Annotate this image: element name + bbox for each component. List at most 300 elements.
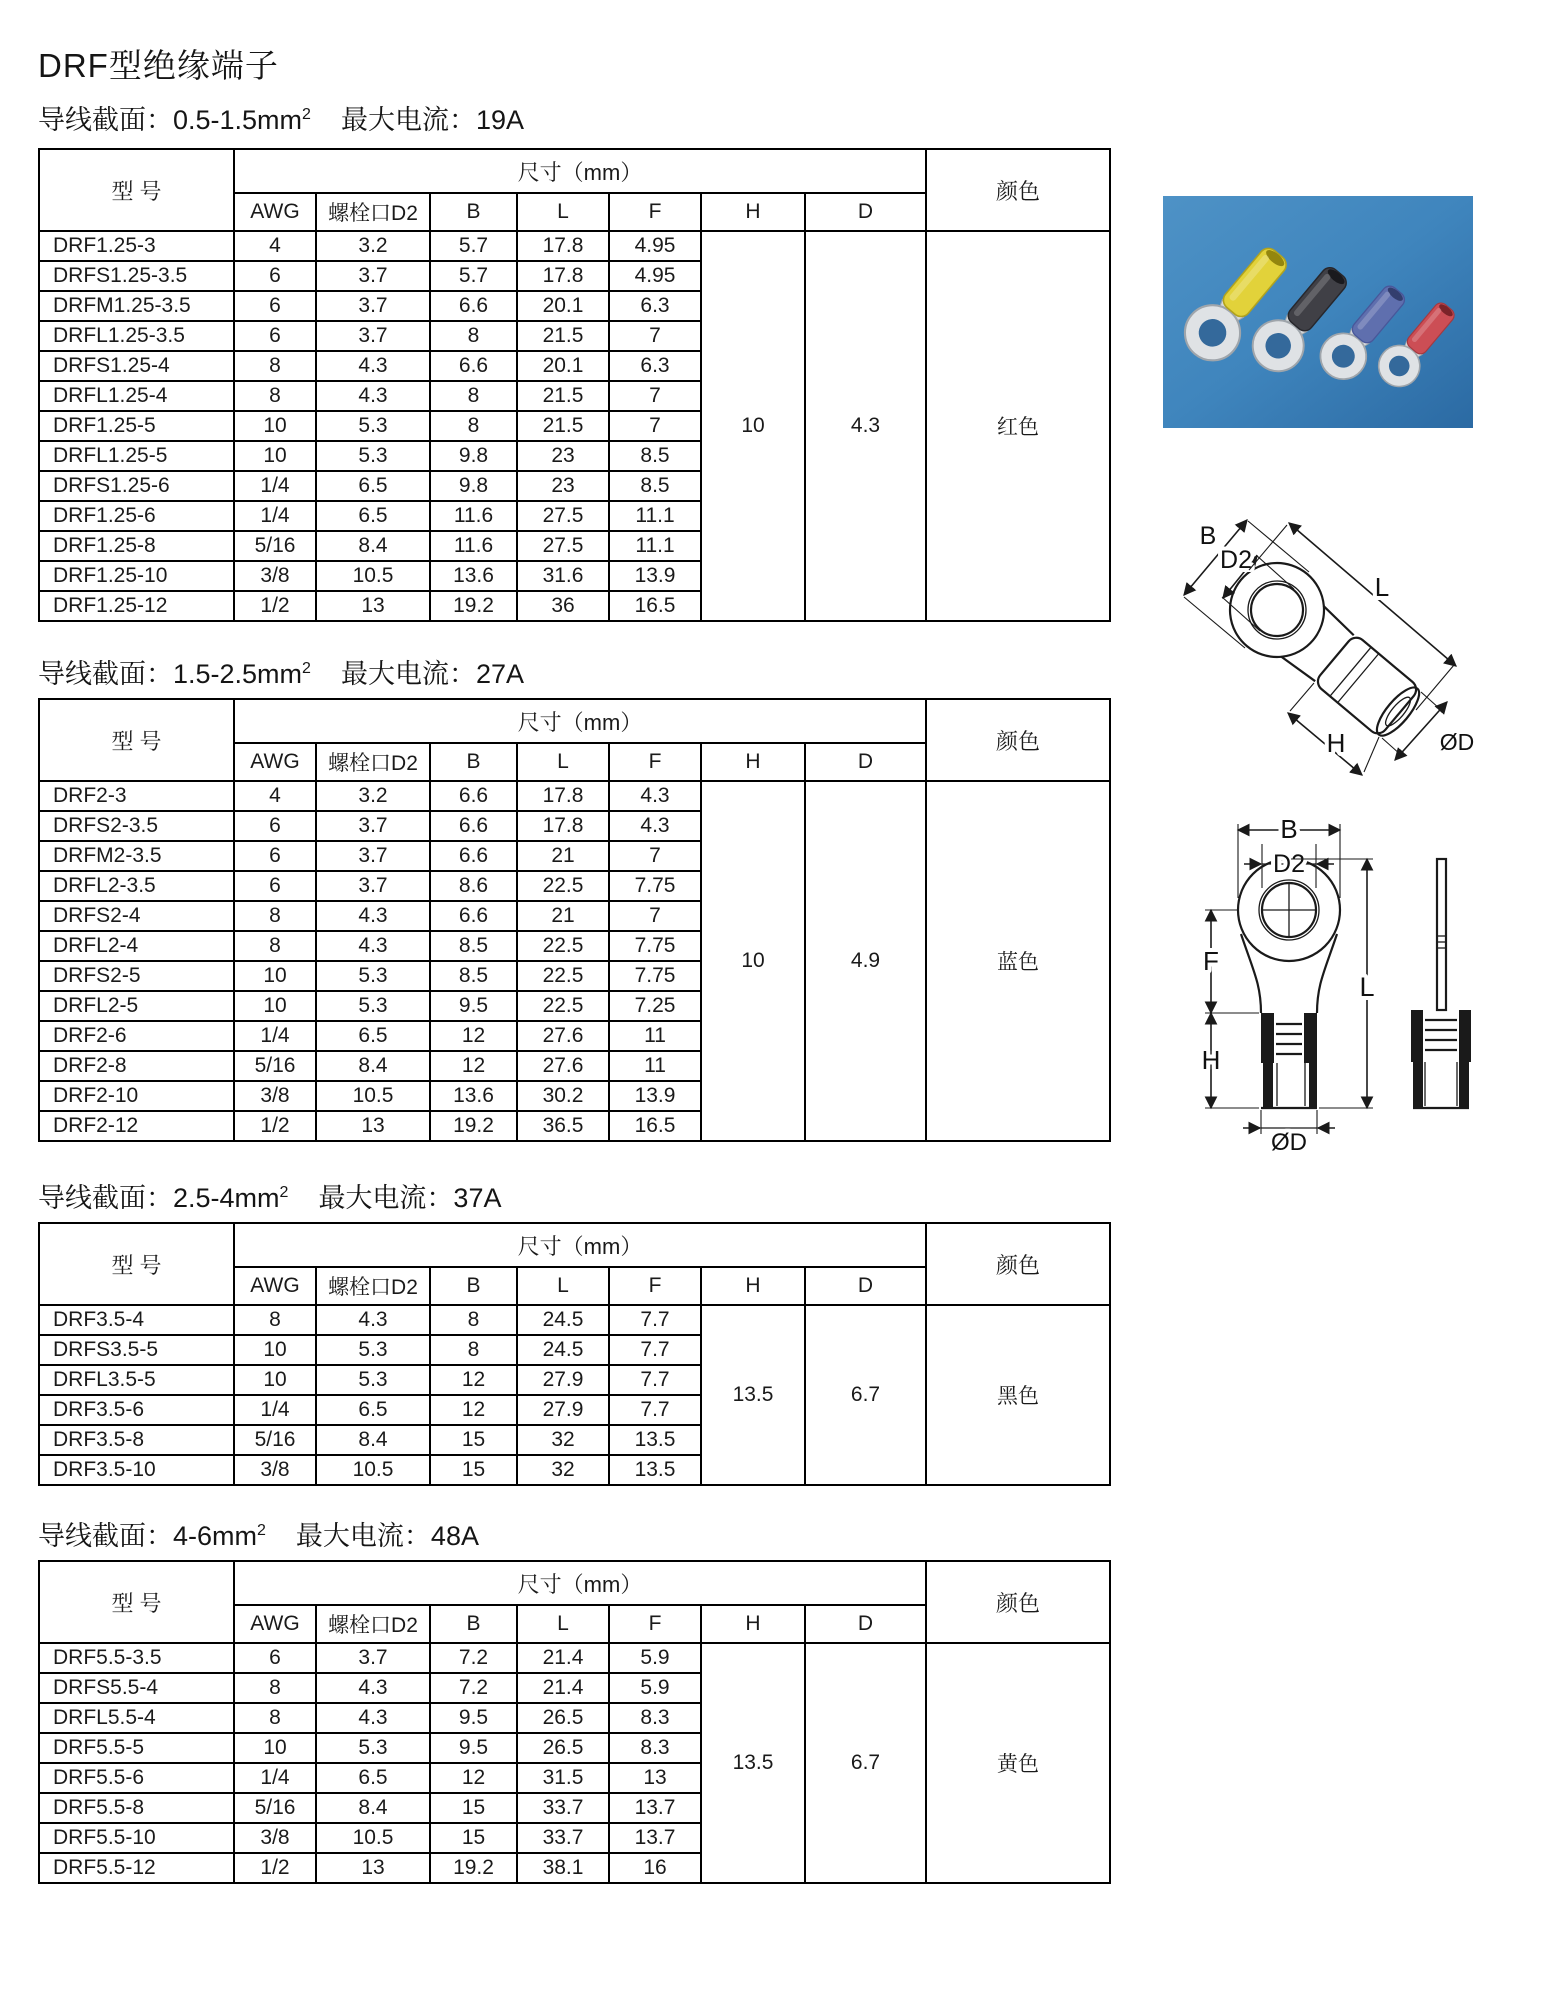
model-cell: DRF5.5-5 xyxy=(39,1733,234,1763)
f-cell: 13.9 xyxy=(609,561,701,591)
l-cell: 36 xyxy=(517,591,609,621)
bolt-d2-cell: 5.3 xyxy=(316,1365,430,1395)
b-cell: 15 xyxy=(430,1793,517,1823)
b-cell: 9.8 xyxy=(430,471,517,501)
awg-cell: 1/4 xyxy=(234,1763,316,1793)
f-cell: 7.7 xyxy=(609,1395,701,1425)
model-cell: DRF2-12 xyxy=(39,1111,234,1141)
bolt-d2-cell: 3.2 xyxy=(316,781,430,811)
spec-table-host-1 xyxy=(38,148,1111,622)
section-heading-3 xyxy=(38,1176,501,1215)
l-header: L xyxy=(517,1605,609,1643)
f-cell: 11.1 xyxy=(609,501,701,531)
bolt-d2-cell: 13 xyxy=(316,1853,430,1883)
model-cell: DRF2-8 xyxy=(39,1051,234,1081)
b-cell: 9.5 xyxy=(430,1733,517,1763)
bolt-d2-cell: 6.5 xyxy=(316,501,430,531)
l-cell: 22.5 xyxy=(517,961,609,991)
model-cell: DRF1.25-10 xyxy=(39,561,234,591)
b-cell: 9.8 xyxy=(430,441,517,471)
max-current-text: 最大电流：27A xyxy=(340,659,524,689)
b-cell: 13.6 xyxy=(430,1081,517,1111)
model-cell: DRF3.5-6 xyxy=(39,1395,234,1425)
h-header: H xyxy=(701,193,805,231)
model-cell: DRFL2-5 xyxy=(39,991,234,1021)
awg-header: AWG xyxy=(234,193,316,231)
model-cell: DRF5.5-12 xyxy=(39,1853,234,1883)
f-cell: 5.9 xyxy=(609,1643,701,1673)
superscript-2: 2 xyxy=(257,1522,266,1539)
h-header: H xyxy=(701,1605,805,1643)
awg-cell: 5/16 xyxy=(234,1425,316,1455)
l-cell: 17.8 xyxy=(517,261,609,291)
f-cell: 7.75 xyxy=(609,931,701,961)
max-current-text: 最大电流：37A xyxy=(318,1183,502,1213)
max-current-text: 最大电流：19A xyxy=(340,105,524,135)
f-cell: 13.7 xyxy=(609,1793,701,1823)
bolt-d2-header: 螺栓口D2 xyxy=(316,1267,430,1305)
b-cell: 6.6 xyxy=(430,291,517,321)
awg-cell: 5/16 xyxy=(234,531,316,561)
dim-label-d2: D2 xyxy=(1220,546,1252,574)
l-header: L xyxy=(517,193,609,231)
l-cell: 36.5 xyxy=(517,1111,609,1141)
spec-table-host-2 xyxy=(38,698,1111,1142)
f-cell: 13.9 xyxy=(609,1081,701,1111)
f-cell: 7.7 xyxy=(609,1365,701,1395)
f-cell: 7 xyxy=(609,381,701,411)
awg-cell: 8 xyxy=(234,1703,316,1733)
f-cell: 13.5 xyxy=(609,1455,701,1485)
wire-section-text: 导线截面：4-6mm xyxy=(38,1521,258,1551)
f-cell: 7 xyxy=(609,841,701,871)
l-cell: 21.4 xyxy=(517,1643,609,1673)
bolt-d2-cell: 3.7 xyxy=(316,841,430,871)
model-cell: DRFS1.25-6 xyxy=(39,471,234,501)
model-header: 型 号 xyxy=(39,1561,234,1643)
awg-cell: 3/8 xyxy=(234,1455,316,1485)
awg-cell: 6 xyxy=(234,1643,316,1673)
dimensions-header: 尺寸（mm） xyxy=(234,149,926,193)
l-cell: 20.1 xyxy=(517,351,609,381)
l-cell: 31.5 xyxy=(517,1763,609,1793)
spec-row xyxy=(39,1643,1110,1673)
dim-label-h: H xyxy=(1326,728,1346,758)
b-cell: 8 xyxy=(430,1305,517,1335)
f-cell: 6.3 xyxy=(609,291,701,321)
f-header: F xyxy=(609,1605,701,1643)
awg-cell: 10 xyxy=(234,441,316,471)
side-view-outline xyxy=(1411,859,1471,1108)
l-cell: 27.9 xyxy=(517,1395,609,1425)
section-heading-4 xyxy=(38,1514,479,1553)
f-cell: 7 xyxy=(609,901,701,931)
model-cell: DRFS2-5 xyxy=(39,961,234,991)
model-cell: DRFS2-4 xyxy=(39,901,234,931)
spec-row xyxy=(39,1305,1110,1335)
bolt-d2-cell: 13 xyxy=(316,591,430,621)
model-cell: DRF1.25-3 xyxy=(39,231,234,261)
model-cell: DRFL5.5-4 xyxy=(39,1703,234,1733)
model-header: 型 号 xyxy=(39,1223,234,1305)
awg-cell: 4 xyxy=(234,781,316,811)
f-cell: 7.75 xyxy=(609,961,701,991)
awg-cell: 3/8 xyxy=(234,561,316,591)
model-cell: DRFL2-3.5 xyxy=(39,871,234,901)
d-value-cell: 6.7 xyxy=(805,1305,926,1485)
awg-cell: 1/4 xyxy=(234,1021,316,1051)
l-header: L xyxy=(517,1267,609,1305)
bolt-d2-cell: 10.5 xyxy=(316,1081,430,1111)
f-cell: 11 xyxy=(609,1021,701,1051)
l-cell: 32 xyxy=(517,1455,609,1485)
f-cell: 16.5 xyxy=(609,1111,701,1141)
bolt-d2-cell: 6.5 xyxy=(316,471,430,501)
color-value-cell: 红色 xyxy=(926,231,1110,621)
d-header: D xyxy=(805,193,926,231)
l-cell: 17.8 xyxy=(517,811,609,841)
model-cell: DRF1.25-6 xyxy=(39,501,234,531)
b-cell: 6.6 xyxy=(430,781,517,811)
awg-cell: 5/16 xyxy=(234,1051,316,1081)
awg-header: AWG xyxy=(234,1605,316,1643)
terminal-outline xyxy=(1211,544,1437,755)
bolt-d2-cell: 3.7 xyxy=(316,1643,430,1673)
color-header: 颜色 xyxy=(926,1561,1110,1643)
bolt-d2-cell: 4.3 xyxy=(316,901,430,931)
f-cell: 8.5 xyxy=(609,441,701,471)
b-header: B xyxy=(430,193,517,231)
dim-label-l: L xyxy=(1359,972,1375,1002)
b-cell: 19.2 xyxy=(430,1853,517,1883)
awg-cell: 5/16 xyxy=(234,1793,316,1823)
f-cell: 8.3 xyxy=(609,1733,701,1763)
b-cell: 12 xyxy=(430,1051,517,1081)
bolt-d2-cell: 6.5 xyxy=(316,1763,430,1793)
bolt-d2-cell: 5.3 xyxy=(316,1733,430,1763)
d-value-cell: 6.7 xyxy=(805,1643,926,1883)
d-header: D xyxy=(805,1605,926,1643)
color-header: 颜色 xyxy=(926,149,1110,231)
bolt-d2-cell: 5.3 xyxy=(316,411,430,441)
l-cell: 33.7 xyxy=(517,1823,609,1853)
h-value-cell: 10 xyxy=(701,231,805,621)
awg-cell: 3/8 xyxy=(234,1823,316,1853)
bolt-d2-cell: 3.7 xyxy=(316,811,430,841)
color-header: 颜色 xyxy=(926,699,1110,781)
f-cell: 4.95 xyxy=(609,231,701,261)
b-header: B xyxy=(430,1267,517,1305)
model-cell: DRFS3.5-5 xyxy=(39,1335,234,1365)
l-cell: 27.5 xyxy=(517,501,609,531)
awg-cell: 1/2 xyxy=(234,1111,316,1141)
awg-cell: 6 xyxy=(234,811,316,841)
awg-cell: 10 xyxy=(234,1733,316,1763)
spec-table-1 xyxy=(38,148,1111,622)
awg-cell: 6 xyxy=(234,291,316,321)
dimension-diagram xyxy=(1165,798,1485,1153)
f-cell: 7 xyxy=(609,411,701,441)
awg-cell: 10 xyxy=(234,991,316,1021)
spec-table-4 xyxy=(38,1560,1111,1884)
l-cell: 21.5 xyxy=(517,321,609,351)
b-cell: 11.6 xyxy=(430,501,517,531)
dim-label-d2: D2 xyxy=(1273,850,1305,878)
section-heading-1 xyxy=(38,98,524,137)
bolt-d2-header: 螺栓口D2 xyxy=(316,193,430,231)
b-cell: 9.5 xyxy=(430,1703,517,1733)
b-cell: 7.2 xyxy=(430,1673,517,1703)
superscript-2: 2 xyxy=(279,1184,289,1201)
l-header: L xyxy=(517,743,609,781)
f-cell: 11.1 xyxy=(609,531,701,561)
bolt-d2-cell: 10.5 xyxy=(316,1823,430,1853)
f-cell: 6.3 xyxy=(609,351,701,381)
awg-cell: 10 xyxy=(234,1335,316,1365)
b-cell: 15 xyxy=(430,1455,517,1485)
awg-cell: 10 xyxy=(234,1365,316,1395)
b-cell: 6.6 xyxy=(430,901,517,931)
h-value-cell: 13.5 xyxy=(701,1643,805,1883)
l-cell: 24.5 xyxy=(517,1305,609,1335)
max-current-text: 最大电流：48A xyxy=(295,1521,479,1551)
spec-table-3 xyxy=(38,1222,1111,1486)
d-value-cell: 4.9 xyxy=(805,781,926,1141)
perspective-diagram xyxy=(1168,498,1483,793)
awg-cell: 8 xyxy=(234,931,316,961)
f-cell: 7.7 xyxy=(609,1335,701,1365)
superscript-2: 2 xyxy=(302,660,311,677)
l-cell: 31.6 xyxy=(517,561,609,591)
dim-label-h: H xyxy=(1201,1045,1221,1075)
model-cell: DRF3.5-10 xyxy=(39,1455,234,1485)
d-header: D xyxy=(805,743,926,781)
f-cell: 16 xyxy=(609,1853,701,1883)
model-cell: DRF1.25-8 xyxy=(39,531,234,561)
l-cell: 21 xyxy=(517,841,609,871)
b-cell: 12 xyxy=(430,1395,517,1425)
l-cell: 23 xyxy=(517,441,609,471)
b-cell: 8.5 xyxy=(430,961,517,991)
l-cell: 23 xyxy=(517,471,609,501)
model-cell: DRF2-3 xyxy=(39,781,234,811)
l-cell: 27.6 xyxy=(517,1021,609,1051)
model-cell: DRFL2-4 xyxy=(39,931,234,961)
awg-cell: 8 xyxy=(234,1673,316,1703)
awg-cell: 1/2 xyxy=(234,1853,316,1883)
b-cell: 11.6 xyxy=(430,531,517,561)
bolt-d2-cell: 6.5 xyxy=(316,1395,430,1425)
color-value-cell: 蓝色 xyxy=(926,781,1110,1141)
spec-table-host-3 xyxy=(38,1222,1111,1486)
l-cell: 17.8 xyxy=(517,231,609,261)
bolt-d2-cell: 4.3 xyxy=(316,1305,430,1335)
wire-section-text: 导线截面：1.5-2.5mm xyxy=(38,659,303,689)
front-view-outline xyxy=(1238,859,1340,1108)
dimensions-header: 尺寸（mm） xyxy=(234,699,926,743)
f-cell: 7.7 xyxy=(609,1305,701,1335)
f-cell: 5.9 xyxy=(609,1673,701,1703)
bolt-d2-header: 螺栓口D2 xyxy=(316,1605,430,1643)
bolt-d2-cell: 4.3 xyxy=(316,351,430,381)
model-cell: DRF1.25-5 xyxy=(39,411,234,441)
dimensions-header: 尺寸（mm） xyxy=(234,1561,926,1605)
l-cell: 22.5 xyxy=(517,991,609,1021)
f-cell: 4.95 xyxy=(609,261,701,291)
l-cell: 22.5 xyxy=(517,871,609,901)
dim-label-b: B xyxy=(1199,522,1217,550)
bolt-d2-cell: 3.7 xyxy=(316,321,430,351)
b-cell: 19.2 xyxy=(430,591,517,621)
h-header: H xyxy=(701,743,805,781)
h-header: H xyxy=(701,1267,805,1305)
f-cell: 13.5 xyxy=(609,1425,701,1455)
section-heading-2 xyxy=(38,652,524,691)
f-cell: 4.3 xyxy=(609,781,701,811)
b-cell: 8 xyxy=(430,381,517,411)
model-cell: DRFS2-3.5 xyxy=(39,811,234,841)
f-cell: 8.5 xyxy=(609,471,701,501)
model-cell: DRF2-6 xyxy=(39,1021,234,1051)
wire-section-text: 导线截面：0.5-1.5mm xyxy=(38,105,303,135)
bolt-d2-cell: 5.3 xyxy=(316,991,430,1021)
l-cell: 27.9 xyxy=(517,1365,609,1395)
spec-row xyxy=(39,781,1110,811)
awg-header: AWG xyxy=(234,1267,316,1305)
model-cell: DRF3.5-8 xyxy=(39,1425,234,1455)
b-cell: 15 xyxy=(430,1823,517,1853)
awg-cell: 8 xyxy=(234,351,316,381)
b-cell: 12 xyxy=(430,1763,517,1793)
bolt-d2-cell: 6.5 xyxy=(316,1021,430,1051)
bolt-d2-cell: 4.3 xyxy=(316,1703,430,1733)
b-cell: 6.6 xyxy=(430,841,517,871)
spec-row xyxy=(39,231,1110,261)
b-cell: 8 xyxy=(430,321,517,351)
b-cell: 7.2 xyxy=(430,1643,517,1673)
model-cell: DRFM2-3.5 xyxy=(39,841,234,871)
awg-cell: 8 xyxy=(234,901,316,931)
b-cell: 12 xyxy=(430,1365,517,1395)
l-cell: 21.5 xyxy=(517,381,609,411)
b-cell: 6.6 xyxy=(430,811,517,841)
l-cell: 24.5 xyxy=(517,1335,609,1365)
f-cell: 13 xyxy=(609,1763,701,1793)
f-header: F xyxy=(609,743,701,781)
f-cell: 11 xyxy=(609,1051,701,1081)
model-cell: DRF2-10 xyxy=(39,1081,234,1111)
l-cell: 21 xyxy=(517,901,609,931)
awg-cell: 1/4 xyxy=(234,471,316,501)
l-cell: 38.1 xyxy=(517,1853,609,1883)
b-cell: 12 xyxy=(430,1021,517,1051)
f-cell: 4.3 xyxy=(609,811,701,841)
awg-cell: 10 xyxy=(234,961,316,991)
h-value-cell: 13.5 xyxy=(701,1305,805,1485)
dim-label-od: ØD xyxy=(1271,1129,1307,1153)
f-cell: 16.5 xyxy=(609,591,701,621)
model-cell: DRF1.25-12 xyxy=(39,591,234,621)
model-cell: DRFL1.25-3.5 xyxy=(39,321,234,351)
model-cell: DRFS1.25-3.5 xyxy=(39,261,234,291)
spec-table-2 xyxy=(38,698,1111,1142)
awg-cell: 8 xyxy=(234,1305,316,1335)
f-cell: 7.25 xyxy=(609,991,701,1021)
model-cell: DRFS1.25-4 xyxy=(39,351,234,381)
product-photo xyxy=(1163,196,1473,428)
bolt-d2-cell: 4.3 xyxy=(316,931,430,961)
bolt-d2-header: 螺栓口D2 xyxy=(316,743,430,781)
b-header: B xyxy=(430,1605,517,1643)
b-cell: 13.6 xyxy=(430,561,517,591)
dim-label-l: L xyxy=(1374,572,1390,602)
l-cell: 22.5 xyxy=(517,931,609,961)
model-cell: DRF3.5-4 xyxy=(39,1305,234,1335)
bolt-d2-cell: 3.7 xyxy=(316,261,430,291)
bolt-d2-cell: 5.3 xyxy=(316,961,430,991)
bolt-d2-cell: 8.4 xyxy=(316,1425,430,1455)
bolt-d2-cell: 8.4 xyxy=(316,1793,430,1823)
b-cell: 8.6 xyxy=(430,871,517,901)
l-cell: 20.1 xyxy=(517,291,609,321)
l-cell: 21.5 xyxy=(517,411,609,441)
b-cell: 8.5 xyxy=(430,931,517,961)
awg-cell: 8 xyxy=(234,381,316,411)
f-cell: 7 xyxy=(609,321,701,351)
b-cell: 5.7 xyxy=(430,261,517,291)
awg-cell: 1/2 xyxy=(234,591,316,621)
b-cell: 5.7 xyxy=(430,231,517,261)
awg-cell: 1/4 xyxy=(234,1395,316,1425)
f-cell: 13.7 xyxy=(609,1823,701,1853)
model-header: 型 号 xyxy=(39,149,234,231)
ring-terminals-photo xyxy=(1163,196,1473,428)
terminal-perspective-drawing xyxy=(1168,498,1483,793)
awg-cell: 6 xyxy=(234,841,316,871)
l-cell: 26.5 xyxy=(517,1733,609,1763)
awg-cell: 4 xyxy=(234,231,316,261)
model-cell: DRFL1.25-4 xyxy=(39,381,234,411)
f-cell: 7.75 xyxy=(609,871,701,901)
f-cell: 8.3 xyxy=(609,1703,701,1733)
d-header: D xyxy=(805,1267,926,1305)
spec-table-host-4 xyxy=(38,1560,1111,1884)
color-header: 颜色 xyxy=(926,1223,1110,1305)
bolt-d2-cell: 5.3 xyxy=(316,1335,430,1365)
b-cell: 8 xyxy=(430,1335,517,1365)
bolt-d2-cell: 3.2 xyxy=(316,231,430,261)
model-cell: DRF5.5-3.5 xyxy=(39,1643,234,1673)
terminal-dimension-drawing xyxy=(1165,798,1485,1153)
l-cell: 30.2 xyxy=(517,1081,609,1111)
b-cell: 9.5 xyxy=(430,991,517,1021)
l-cell: 27.5 xyxy=(517,531,609,561)
model-cell: DRF5.5-8 xyxy=(39,1793,234,1823)
model-cell: DRFS5.5-4 xyxy=(39,1673,234,1703)
bolt-d2-cell: 4.3 xyxy=(316,381,430,411)
awg-cell: 10 xyxy=(234,411,316,441)
awg-cell: 3/8 xyxy=(234,1081,316,1111)
superscript-2: 2 xyxy=(302,106,311,123)
bolt-d2-cell: 13 xyxy=(316,1111,430,1141)
l-cell: 32 xyxy=(517,1425,609,1455)
dim-label-f: F xyxy=(1203,946,1219,976)
l-cell: 27.6 xyxy=(517,1051,609,1081)
l-cell: 26.5 xyxy=(517,1703,609,1733)
model-cell: DRFM1.25-3.5 xyxy=(39,291,234,321)
page-title: DRF型绝缘端子 xyxy=(38,47,279,84)
model-header: 型 号 xyxy=(39,699,234,781)
